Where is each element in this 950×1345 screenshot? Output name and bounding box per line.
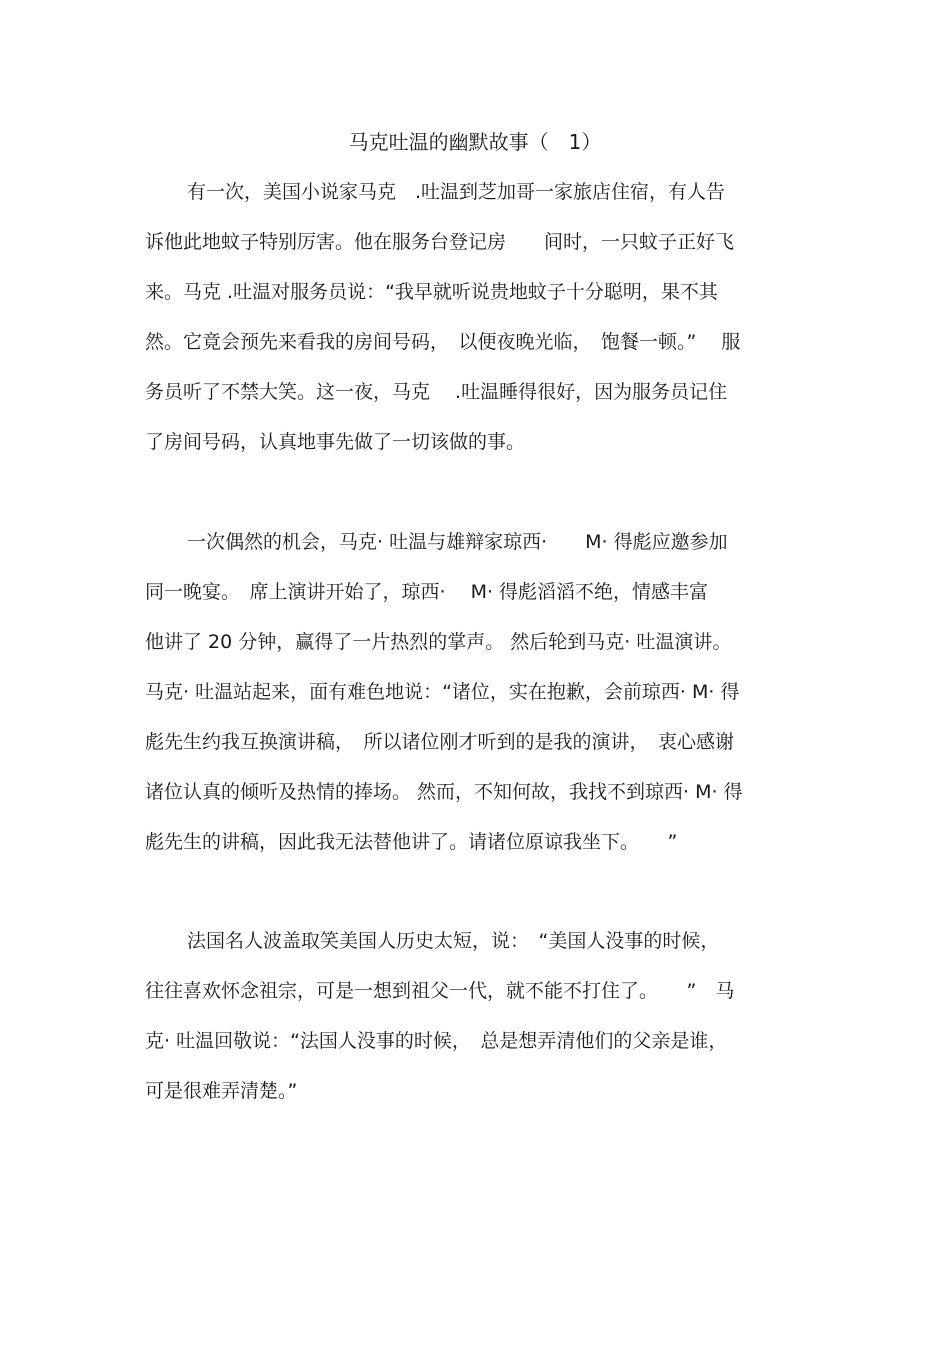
text-line: 一次偶然的机会，马克· 吐温与雄辩家琼西· M· 得彪应邀参加: [187, 531, 728, 553]
text-line: 马克· 吐温站起来，面有难色地说：“诸位，实在抱歉，会前琼西· M· 得: [145, 681, 740, 703]
text-line: 来。马克 .吐温对服务员说：“我早就听说贵地蚊子十分聪明，果不其: [145, 281, 718, 303]
text-line: 有一次，美国小说家马克 .吐温到芝加哥一家旅店住宿，有人告: [187, 181, 726, 203]
text-line: 了房间号码，认真地事先做了一切该做的事。: [145, 431, 526, 453]
text-line: 往往喜欢怀念祖宗，可是一想到祖父一代，就不能不打住了。 ” 马: [145, 980, 735, 1002]
text-line: 同一晚宴。 席上演讲开始了，琼西· M· 得彪滔滔不绝，情感丰富: [145, 581, 709, 603]
text-line: 克· 吐温回敬说：“法国人没事的时候， 总是想弄清他们的父亲是谁，: [145, 1030, 728, 1052]
text-line: 彪先生约我互换演讲稿， 所以诸位刚才听到的是我的演讲， 衷心感谢: [145, 731, 735, 753]
text-line: 他讲了 20 分钟，赢得了一片热烈的掌声。 然后轮到马克· 吐温演讲。: [145, 631, 732, 653]
text-line: 彪先生的讲稿，因此我无法替他讲了。请诸位原谅我坐下。 ”: [145, 831, 678, 853]
text-line: 然。它竟会预先来看我的房间号码， 以便夜晚光临， 饱餐一顿。” 服: [145, 331, 741, 353]
text-line: 务员听了不禁大笑。这一夜，马克 .吐温睡得很好，因为服务员记住: [145, 381, 728, 403]
text-line: 可是很难弄清楚。”: [145, 1080, 298, 1102]
page-title: 马克吐温的幽默故事（ 1）: [348, 130, 602, 154]
text-line: 诉他此地蚊子特别厉害。他在服务台登记房 间时，一只蚊子正好飞: [145, 231, 735, 253]
text-line: 法国名人波盖取笑美国人历史太短，说： “美国人没事的时候，: [187, 930, 720, 952]
text-line: 诸位认真的倾听及热情的捧场。 然而，不知何故，我找不到琼西· M· 得: [145, 781, 743, 803]
